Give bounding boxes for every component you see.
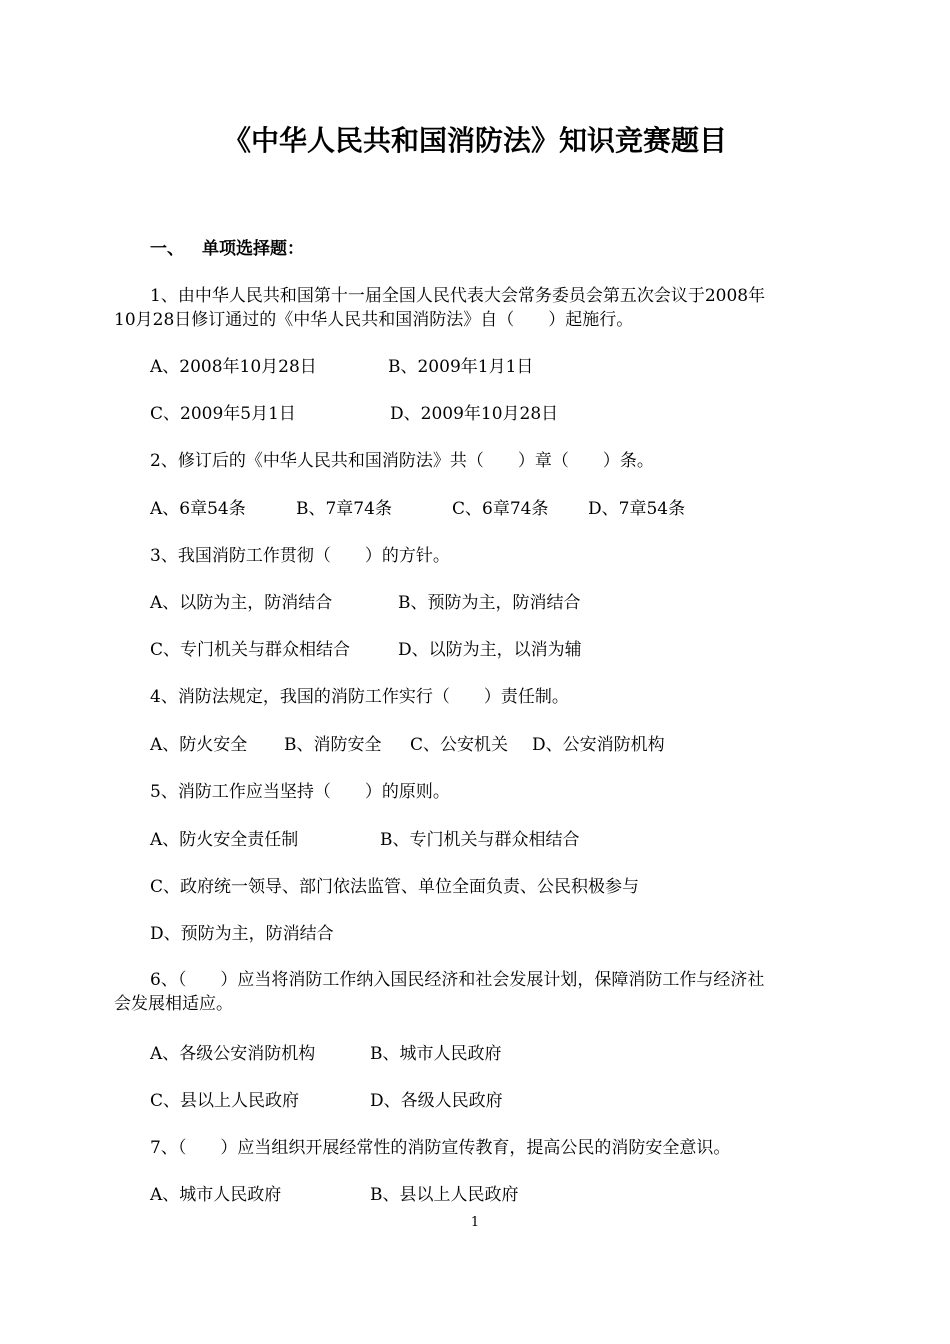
question-1-option-c: C、2009年5月1日 <box>150 404 296 424</box>
question-5-option-a: A、防火安全责任制 <box>150 830 299 850</box>
question-1-line-1: 1、由中华人民共和国第十一届全国人民代表大会常务委员会第五次会议于2008年 <box>150 286 766 306</box>
question-6-option-a: A、各级公安消防机构 <box>150 1044 316 1064</box>
question-4-option-c: C、公安机关 <box>410 735 509 755</box>
question-6 <box>114 968 840 1016</box>
question-4-option-b: B、消防安全 <box>284 735 382 755</box>
question-1-options-row-2 <box>150 401 558 427</box>
question-2-option-b: B、7章74条 <box>296 499 392 519</box>
question-6-option-b: B、城市人民政府 <box>370 1044 502 1064</box>
question-6-option-c: C、县以上人民政府 <box>150 1091 300 1111</box>
question-4-text: 4、消防法规定，我国的消防工作实行（ ）责任制。 <box>150 687 569 707</box>
question-2-option-d: D、7章54条 <box>588 499 686 519</box>
section-number: 一、 <box>150 239 184 259</box>
question-6-option-d: D、各级人民政府 <box>370 1091 503 1111</box>
question-1-options-row-1 <box>150 354 533 380</box>
question-6-options-row-2 <box>150 1088 503 1114</box>
question-7-options <box>150 1182 519 1208</box>
question-1 <box>114 284 840 332</box>
question-2-text: 2、修订后的《中华人民共和国消防法》共（ ）章（ ）条。 <box>150 451 654 471</box>
section-label: 单项选择题： <box>202 239 304 259</box>
question-3-text: 3、我国消防工作贯彻（ ）的方针。 <box>150 546 450 566</box>
question-1-option-d: D、2009年10月28日 <box>390 404 559 424</box>
question-3-option-d: D、以防为主，以消为辅 <box>398 640 582 660</box>
page-number: 1 <box>470 1215 480 1230</box>
question-3-option-b: B、预防为主，防消结合 <box>398 593 581 613</box>
question-1-option-a: A、2008年10月28日 <box>150 357 317 377</box>
question-3-options-row-1 <box>150 590 581 616</box>
question-5-options-row-1 <box>150 827 580 853</box>
question-2-options <box>150 496 685 522</box>
question-5-text: 5、消防工作应当坚持（ ）的原则。 <box>150 782 450 802</box>
question-3-options-row-2 <box>150 637 582 663</box>
question-1-line-2: 10月28日修订通过的《中华人民共和国消防法》自（ ）起施行。 <box>114 310 634 330</box>
question-7-text: 7、（ ）应当组织开展经常性的消防宣传教育，提高公民的消防安全意识。 <box>150 1138 731 1158</box>
question-6-line-2: 会发展相适应。 <box>114 994 233 1014</box>
question-7-option-a: A、城市人民政府 <box>150 1185 282 1205</box>
question-1-option-b: B、2009年1月1日 <box>388 357 534 377</box>
question-4-options <box>150 732 665 758</box>
question-4-option-d: D、公安消防机构 <box>532 735 665 755</box>
question-3-option-c: C、专门机关与群众相结合 <box>150 640 351 660</box>
question-7-option-b: B、县以上人民政府 <box>370 1185 519 1205</box>
section-heading <box>150 236 304 262</box>
document-title: 《中华人民共和国消防法》知识竞赛题目 <box>222 124 727 157</box>
question-5-option-c: C、政府统一领导、部门依法监管、单位全面负责、公民积极参与 <box>150 877 640 897</box>
question-6-options-row-1 <box>150 1041 502 1067</box>
question-2-option-c: C、6章74条 <box>452 499 549 519</box>
question-4-option-a: A、防火安全 <box>150 735 248 755</box>
question-6-line-1: 6、（ ）应当将消防工作纳入国民经济和社会发展计划，保障消防工作与经济社 <box>150 970 765 990</box>
question-2-option-a: A、6章54条 <box>150 499 246 519</box>
question-5-option-b: B、专门机关与群众相结合 <box>380 830 580 850</box>
question-5-option-d: D、预防为主，防消结合 <box>150 924 334 944</box>
question-3-option-a: A、以防为主，防消结合 <box>150 593 333 613</box>
